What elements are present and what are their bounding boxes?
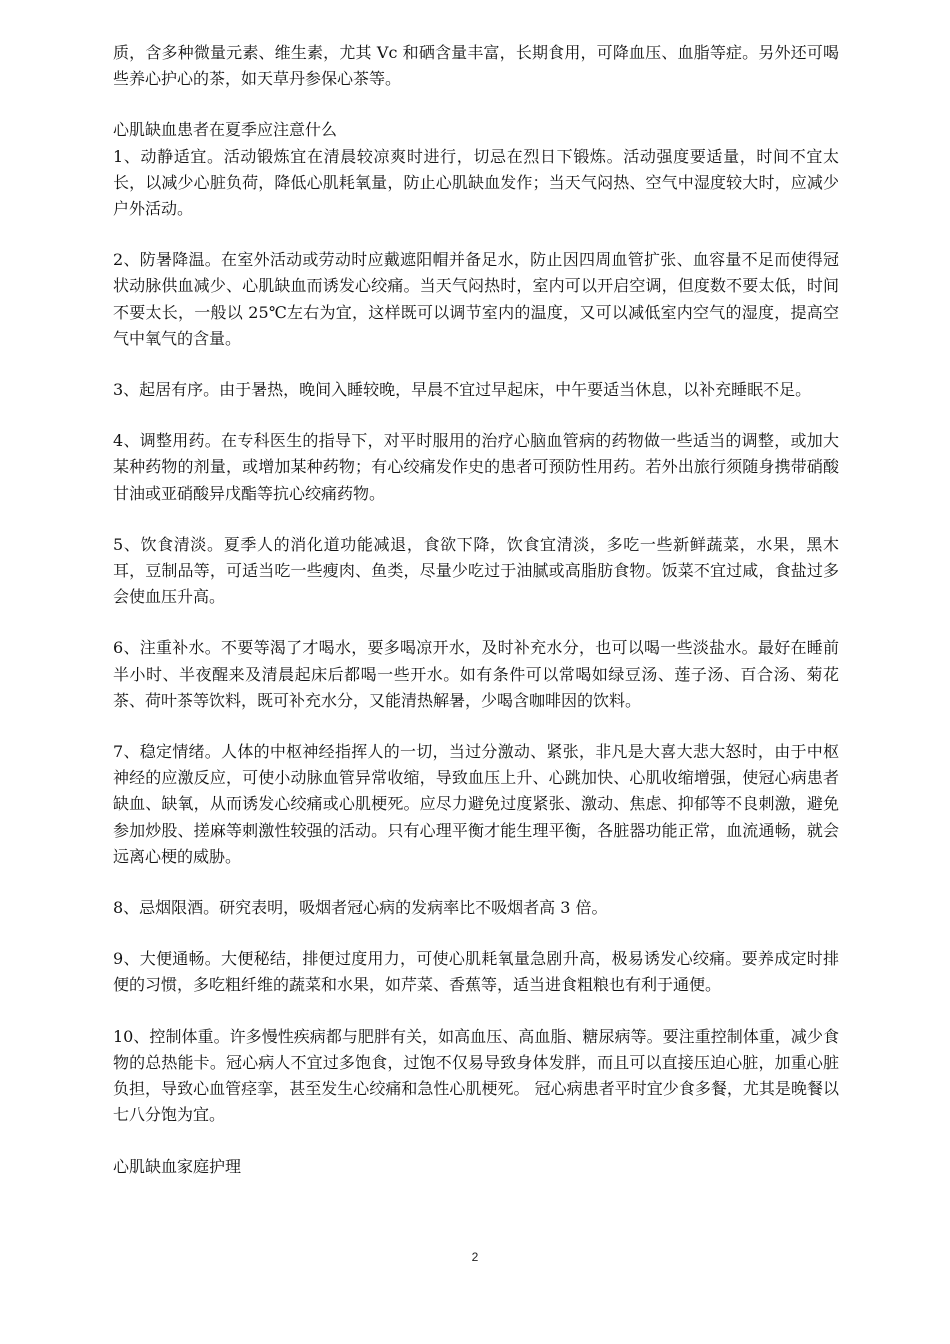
- list-item: 10、控制体重。许多慢性疾病都与肥胖有关，如高血压、高血脂、糖尿病等。要注重控制体重，减少食物的总热能卡。冠心病人不宜过多饱食，过饱不仅易导致身体发胖，而且可以直接压迫心脏，加重心脏负担，导致心血管痉挛，甚至发生心绞痛和急性心肌梗死。 冠心病患者平时宜少食多餐，尤其是晚餐以七八分饱为宜。: [113, 1026, 839, 1125]
- list-item: 7、稳定情绪。人体的中枢神经指挥人的一切，当过分激动、紧张，非凡是大喜大悲大怒时，由于中枢神经的应激反应，可使小动脉血管异常收缩，导致血压上升、心跳加快、心肌收缩增强，使冠心病患者缺血、缺氧，从而诱发心绞痛或心肌梗死。应尽力避免过度紧张、激动、焦虑、抑郁等不良刺激，避免参加炒股、搓麻等刺激性较强的活动。只有心理平衡才能生理平衡，各脏器功能正常，血流通畅，就会远离心梗的威胁。: [113, 742, 839, 866]
- page-number: 2: [471, 1250, 479, 1264]
- section-title: 心肌缺血患者在夏季应注意什么: [113, 120, 338, 140]
- list-item: 5、饮食清淡。夏季人的消化道功能减退，食欲下降，饮食宜清淡，多吃一些新鲜蔬菜，水果，黑木耳，豆制品等，可适当吃一些瘦肉、鱼类，尽量少吃过于油腻或高脂肪食物。饭菜不宜过咸，食盐过多会使血压升高。: [113, 534, 839, 607]
- list-item: 3、起居有序。由于暑热，晚间入睡较晚，早晨不宜过早起床，中午要适当休息，以补充睡眠不足。: [113, 380, 812, 400]
- list-item: 2、防暑降温。在室外活动或劳动时应戴遮阳帽并备足水，防止因四周血管扩张、血容量不足而使得冠状动脉供血减少、心肌缺血而诱发心绞痛。当天气闷热时，室内可以开启空调，但度数不要太低，时间不要太长，一般以 25℃左右为宜，这样既可以调节室内的温度，又可以减低室内空气的湿度，提高空气中氧气的含量。: [113, 250, 839, 348]
- list-item: 1、动静适宜。活动锻炼宜在清晨较凉爽时进行，切忌在烈日下锻炼。活动强度要适量，时间不宜太长，以减少心脏负荷，降低心肌耗氧量，防止心肌缺血发作；当天气闷热、空气中湿度较大时，应减少户外活动。: [113, 146, 839, 219]
- closing-heading: 心肌缺血家庭护理: [113, 1156, 242, 1176]
- document-body: [113, 40, 839, 1180]
- list-item: 4、调整用药。在专科医生的指导下，对平时服用的治疗心脑血管病的药物做一些适当的调整，或加大某种药物的剂量，或增加某种药物；有心绞痛发作史的患者可预防性用药。若外出旅行须随身携带硝酸甘油或亚硝酸异戊酯等抗心绞痛药物。: [113, 431, 839, 503]
- list-item: 8、忌烟限酒。研究表明，吸烟者冠心病的发病率比不吸烟者高 3 倍。: [113, 898, 608, 918]
- list-item: 6、注重补水。不要等渴了才喝水，要多喝凉开水，及时补充水分，也可以喝一些淡盐水。最好在睡前半小时、半夜醒来及清晨起床后都喝一些开水。如有条件可以常喝如绿豆汤、莲子汤、百合汤、菊花茶、荷叶茶等饮料，既可补充水分，又能清热解暑，少喝含咖啡因的饮料。: [113, 638, 839, 710]
- intro-paragraph: 质，含多种微量元素、维生素，尤其 Vc 和硒含量丰富，长期食用，可降血压、血脂等症。另外还可喝些养心护心的茶，如天草丹参保心茶等。: [113, 43, 839, 89]
- list-item: 9、大便通畅。大便秘结，排便过度用力，可使心肌耗氧量急剧升高，极易诱发心绞痛。要养成定时排便的习惯，多吃粗纤维的蔬菜和水果，如芹菜、香蕉等，适当进食粗粮也有利于通便。: [113, 949, 839, 995]
